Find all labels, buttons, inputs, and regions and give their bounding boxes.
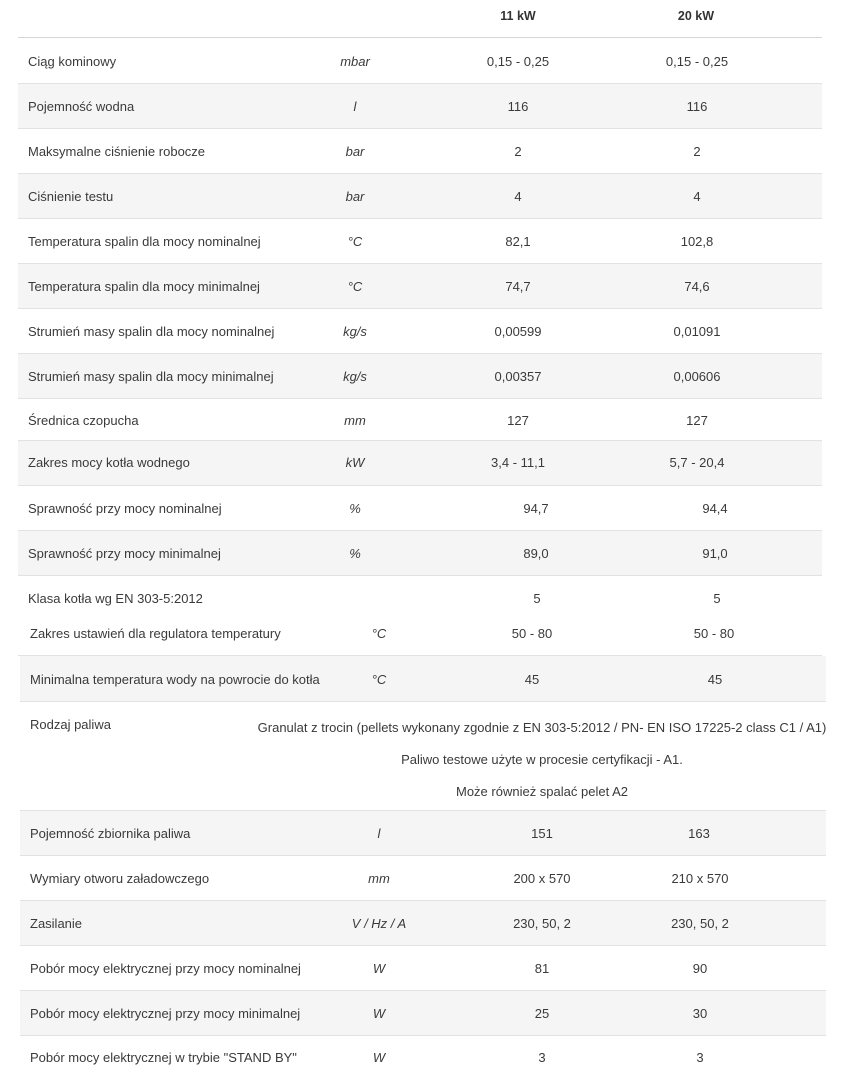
row-value-11kw: 0,00599 — [494, 324, 542, 339]
table-row — [18, 219, 822, 264]
row-label: Zakres ustawień dla regulatora temperatury — [30, 626, 281, 641]
row-value-11kw: 45 — [524, 672, 540, 687]
fuel-test-note: Paliwo testowe użyte w procesie certyfikacji - A1. — [401, 752, 683, 767]
table-row — [20, 946, 826, 991]
row-value-11kw: 89,0 — [523, 546, 549, 561]
row-value-20kw: 0,00606 — [673, 369, 721, 384]
row-value-20kw: 2 — [693, 144, 701, 159]
row-value-20kw: 50 - 80 — [693, 626, 735, 641]
row-unit: kW — [345, 455, 365, 470]
row-unit: kg/s — [343, 324, 367, 339]
row-value-20kw: 0,01091 — [673, 324, 721, 339]
row-value-11kw: 81 — [534, 961, 550, 976]
table-row-group — [18, 576, 822, 656]
row-value-20kw: 90 — [692, 961, 708, 976]
row-unit: % — [349, 546, 361, 561]
row-unit: W — [372, 1006, 386, 1021]
row-unit: °C — [371, 672, 387, 687]
table-row — [18, 39, 822, 84]
row-value-11kw: 4 — [514, 189, 522, 204]
row-value-11kw: 50 - 80 — [511, 626, 553, 641]
row-value-20kw: 74,6 — [684, 279, 710, 294]
row-unit: mm — [368, 871, 390, 886]
row-unit: °C — [347, 234, 363, 249]
row-label: Pojemność wodna — [28, 99, 135, 114]
row-value-20kw: 116 — [686, 99, 708, 114]
row-unit: bar — [345, 144, 365, 159]
table-row — [20, 856, 826, 901]
table-row — [18, 399, 822, 441]
row-label: Średnica czopucha — [28, 413, 139, 428]
row-label: Ciąg kominowy — [28, 54, 117, 69]
row-value-20kw: 163 — [688, 826, 710, 841]
row-value-11kw: 25 — [534, 1006, 550, 1021]
table-row — [20, 810, 826, 856]
table-row — [18, 129, 822, 174]
row-unit: °C — [371, 626, 387, 641]
row-label: Temperatura spalin dla mocy minimalnej — [28, 279, 260, 294]
row-value-11kw: 74,7 — [505, 279, 531, 294]
row-label: Strumień masy spalin dla mocy nominalnej — [28, 324, 275, 339]
row-label: Zakres mocy kotła wodnego — [28, 455, 190, 470]
row-label: Sprawność przy mocy minimalnej — [28, 546, 221, 561]
table-row — [18, 174, 822, 219]
row-unit: mbar — [340, 54, 370, 69]
row-value-11kw: 3 — [538, 1050, 546, 1065]
row-value-11kw: 3,4 - 11,1 — [491, 455, 545, 470]
table-row — [18, 264, 822, 309]
fuel-type-description: Granulat z trocin (pellets wykonany zgodnie z EN 303-5:2012 / PN- EN ISO 17225-2 class C1 / A1) — [257, 720, 827, 735]
row-value-11kw: 116 — [507, 99, 529, 114]
table-row — [20, 1036, 826, 1080]
row-value-20kw: 45 — [707, 672, 723, 687]
table-row — [18, 531, 822, 576]
row-label: Ciśnienie testu — [28, 189, 114, 204]
row-unit: W — [372, 961, 386, 976]
row-value-20kw: 210 x 570 — [671, 871, 729, 886]
row-value-11kw: 151 — [531, 826, 553, 841]
row-unit: mm — [344, 413, 366, 428]
row-value-11kw: 0,00357 — [494, 369, 542, 384]
row-value-20kw: 5,7 - 20,4 — [669, 455, 725, 470]
table-row — [18, 441, 822, 486]
header-col-11kw: 11 kW — [500, 9, 536, 23]
row-value-11kw: 2 — [514, 144, 522, 159]
row-label: Zasilanie — [30, 916, 83, 931]
row-label: Pobór mocy elektrycznej przy mocy minimalnej — [30, 1006, 301, 1021]
table-row — [20, 656, 826, 702]
row-value-20kw: 5 — [713, 591, 721, 606]
row-unit: °C — [347, 279, 363, 294]
row-value-11kw: 127 — [507, 413, 529, 428]
row-label: Minimalna temperatura wody na powrocie do kotła — [30, 672, 320, 687]
row-value-20kw: 230, 50, 2 — [671, 916, 729, 931]
row-label: Klasa kotła wg EN 303-5:2012 — [28, 591, 203, 606]
row-value-20kw: 91,0 — [702, 546, 728, 561]
row-label: Wymiary otworu załadowczego — [30, 871, 210, 886]
row-unit: % — [349, 501, 361, 516]
row-label: Strumień masy spalin dla mocy minimalnej — [28, 369, 274, 384]
row-unit: W — [372, 1050, 386, 1065]
row-value-20kw: 0,15 - 0,25 — [665, 54, 729, 69]
row-value-20kw: 127 — [686, 413, 708, 428]
row-label: Maksymalne ciśnienie robocze — [28, 144, 206, 159]
fuel-type-block — [20, 702, 826, 810]
row-unit: l — [353, 99, 357, 114]
row-value-11kw: 82,1 — [505, 234, 531, 249]
table-header — [18, 0, 822, 38]
fuel-type-label: Rodzaj paliwa — [30, 717, 111, 732]
row-value-20kw: 94,4 — [702, 501, 728, 516]
table-row — [20, 901, 826, 946]
row-label: Pobór mocy elektrycznej przy mocy nominalnej — [30, 961, 301, 976]
row-label: Temperatura spalin dla mocy nominalnej — [28, 234, 261, 249]
row-label: Sprawność przy mocy nominalnej — [28, 501, 222, 516]
row-value-11kw: 230, 50, 2 — [513, 916, 571, 931]
table-row — [18, 309, 822, 354]
row-value-20kw: 4 — [693, 189, 701, 204]
row-unit: bar — [345, 189, 365, 204]
header-col-20kw: 20 kW — [677, 9, 715, 23]
row-label: Pobór mocy elektrycznej w trybie "STAND BY" — [30, 1050, 297, 1065]
row-value-11kw: 5 — [533, 591, 541, 606]
row-unit: kg/s — [343, 369, 367, 384]
row-value-11kw: 0,15 - 0,25 — [486, 54, 550, 69]
row-value-20kw: 30 — [692, 1006, 708, 1021]
row-value-11kw: 94,7 — [523, 501, 549, 516]
fuel-alt-note: Może również spalać pelet A2 — [456, 784, 628, 799]
row-value-11kw: 200 x 570 — [513, 871, 571, 886]
table-row — [18, 354, 822, 399]
row-label: Pojemność zbiornika paliwa — [30, 826, 191, 841]
table-row — [20, 991, 826, 1036]
row-value-20kw: 102,8 — [680, 234, 714, 249]
row-unit: l — [377, 826, 381, 841]
row-unit: V / Hz / A — [351, 916, 407, 931]
table-row — [18, 84, 822, 129]
row-value-20kw: 3 — [696, 1050, 704, 1065]
table-row — [18, 486, 822, 531]
